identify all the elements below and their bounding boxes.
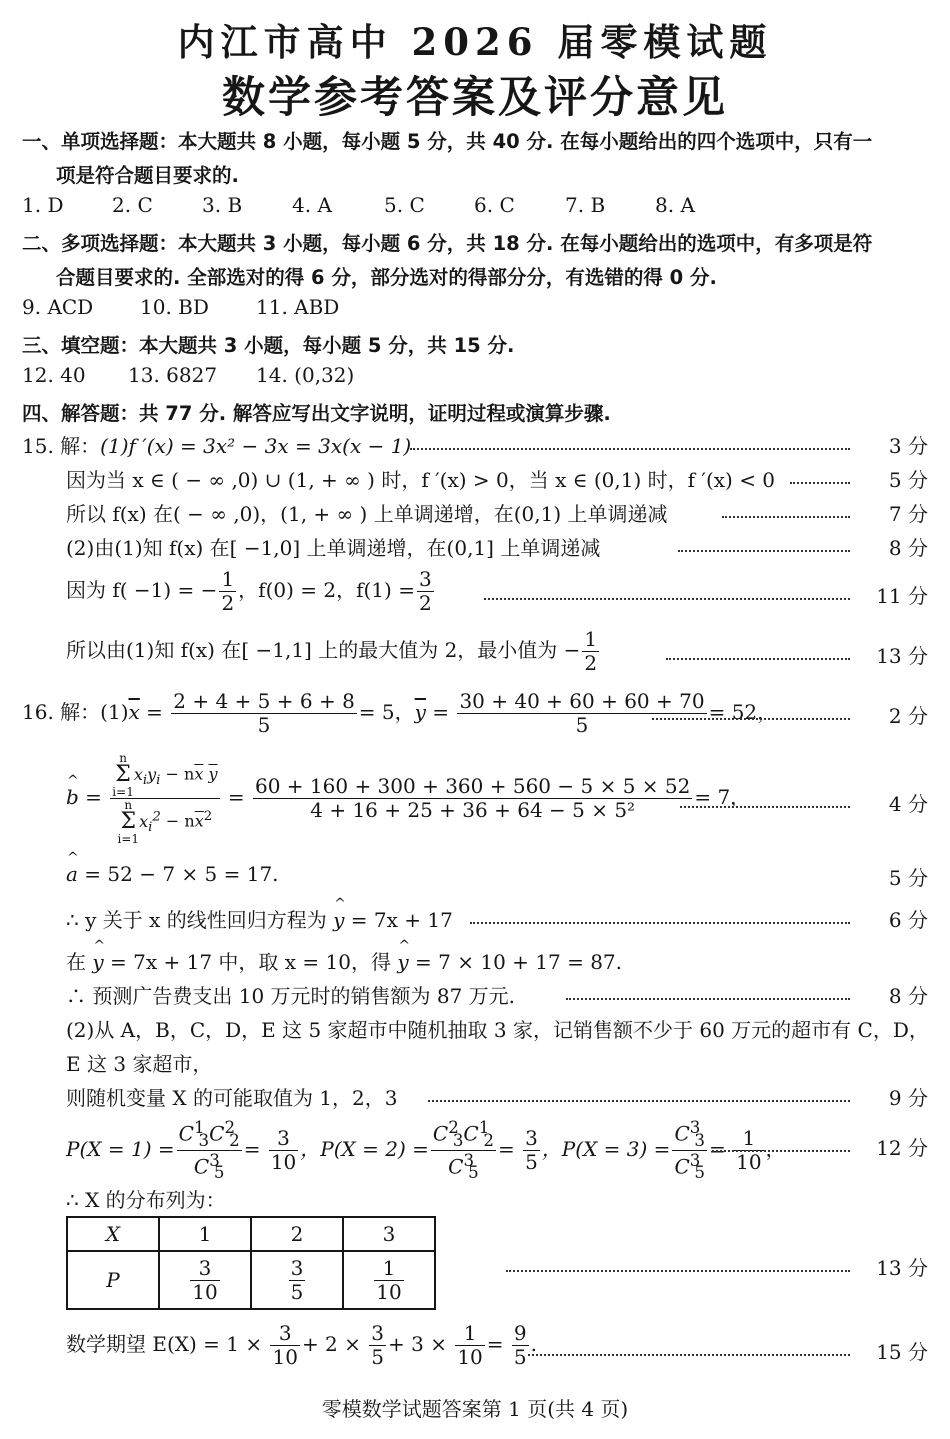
ybar-value: = 52， [708,700,778,724]
leader-dots [666,658,850,660]
xbar-denominator: 5 [257,713,271,737]
score: 5 分 [888,866,928,890]
score: 8 分 [888,536,928,560]
substitute-text: = 7x + 17 中，取 x = 10，得 [110,950,391,974]
score: 11 分 [876,584,928,608]
a-value: = 52 − 7 × 5 = 17. [84,862,279,886]
table-cell [343,1251,435,1309]
answer-8: 8. A [655,193,695,217]
frac-den: 10 [192,1279,218,1304]
exp-term3: + 3 × [388,1332,447,1356]
part4-heading: 四、解答题：共 77 分. 解答应写出文字说明，证明过程或演算步骤. [22,402,611,425]
q16-line1: 16. 解：$(1)\overline{x}$ = $\frac{2 + 4 + 5 + 6 + 8}{5}$ = 5，$\overline{y}$ = $\frac{30 + 40 + 60 + 60 + 70}{5}$ = 52， [22,689,778,737]
xbar-value: = 5， [358,700,415,724]
answer-4: 4. A [292,193,332,217]
table-cell: X [67,1217,159,1251]
q16-b-hat: ^ b = n Σ $i=1x_iy_i - n\overline{x}$ $\overline{y}$ n Σ $i=1x_i^2 - n\overline{x}^2$ = $\frac{60 + 160 + 300 + 360 + 560 - 5 \times 5 \times 52}{\text{4 + 16 + 25 + 36 + 64 − 5 × 5²}}$ = 7， [66,752,750,845]
table-cell: 3 [343,1217,435,1251]
frac-num: 3 [290,1255,304,1280]
document-title: 内江市高中 2026 届零模试题 [177,20,773,64]
q16-prediction: ∴ 预测广告费支出 10 万元时的销售额为 87 万元. [66,984,516,1008]
frac-den: 10 [376,1279,402,1304]
document-subtitle: 数学参考答案及评分意见 [222,73,728,123]
q15-line6: 所以由(1)知 f(x) 在[ −1,1] 上的最大值为 2，最小值为 − $\frac{1}{2}$ [66,627,598,675]
ybar-numerator: 30 + 40 + 60 + 60 + 70 [459,689,705,713]
table-cell: P [67,1251,159,1309]
table-row [67,1217,435,1251]
p-x1: P(X = 1) = [66,1136,175,1161]
part1-heading: 一、单项选择题：本大题共 8 小题，每小题 5 分，共 40 分. 在每小题给出的四个选项中，只有一 [22,130,873,153]
leader-dots [484,598,850,600]
q15-line1 [22,430,411,459]
q16-dist-label: ∴ X 的分布列为： [66,1188,226,1212]
answer-9: 9. ACD [22,295,94,319]
leader-dots [506,1270,850,1272]
b-numerator: 60 + 160 + 300 + 360 + 560 − 5 × 5 × 52 [254,774,691,798]
score: 9 分 [888,1086,928,1110]
leader-dots [722,516,850,518]
regression-equation: = 7x + 17 [350,908,453,932]
q15-f0-f1: ，f(0) = 2，f(1) = [238,578,415,602]
table-cell [251,1251,343,1309]
q15-label: 15. 解： [22,434,101,458]
substitute-in: 在 [66,950,86,974]
q16-probabilities: P(X = 1) = $\frac{C^1_3C^2_2}{C^3_5}$ = $\frac{3}{10}$ ，P(X = 2) = $\frac{C^2_3C^1_2}{C^3_5}$ = $\frac{3}{5}$ ，P(X = 3) = $\frac{C^3_3}{C^3_5}$ = $\frac{1}{10}$ ， [66,1118,786,1183]
answer-11: 11. ABD [256,295,340,319]
leader-dots [528,1354,850,1356]
leader-dots [680,806,850,808]
leader-dots [470,922,850,924]
part2-heading: 二、多项选择题：本大题共 3 小题，每小题 6 分，共 18 分. 在每小题给出的选项中，有多项是符 [22,232,873,255]
part1-heading-cont: 项是符合题目要求的. [56,164,239,187]
leader-dots [652,718,850,720]
q16-label: 16. 解： [22,700,101,724]
score: 7 分 [888,502,928,526]
table-cell [159,1251,251,1309]
leader-dots [712,1150,850,1152]
q15-line2: 因为当 x ∈ ( − ∞ ,0) ∪ (1, + ∞ ) 时，f ′(x) > 0，当 x ∈ (0,1) 时，f ′(x) < 0 [66,468,776,492]
answer-3: 3. B [202,193,243,217]
frac-den: 5 [290,1279,304,1304]
score: 12 分 [876,1136,928,1160]
part2-heading-cont: 合题目要求的. 全部选对的得 6 分，部分选对的得部分分，有选错的得 0 分. [56,266,717,289]
answer-14: 14. (0,32) [256,363,355,387]
score: 15 分 [876,1340,928,1364]
part3-heading: 三、填空题：本大题共 3 小题，每小题 5 分，共 15 分. [22,334,515,357]
p-x3: ，P(X = 3) = [541,1136,671,1161]
frac-num: 1 [374,1257,403,1281]
score: 13 分 [876,644,928,668]
score: 3 分 [888,434,928,458]
answer-5: 5. C [384,193,425,217]
q15-line4: (2)由(1)知 f(x) 在[ −1,0] 上单调递增，在(0,1] 上单调递减 [66,536,601,560]
q15-max-min: 所以由(1)知 f(x) 在[ −1,1] 上的最大值为 2，最小值为 − [66,638,581,662]
table-row [67,1251,435,1309]
regression-text: ∴ y 关于 x 的线性回归方程为 [66,908,327,932]
score: 2 分 [888,704,928,728]
part1-answers [22,193,725,217]
page-footer: 零模数学试题答案第 1 页(共 4 页) [321,1397,629,1421]
table-cell: 2 [251,1217,343,1251]
q16-part2-cont: E 这 3 家超市， [66,1052,213,1076]
b-value: = 7， [694,785,751,809]
score: 13 分 [876,1256,928,1280]
frac-num: 3 [190,1257,219,1281]
leader-dots [566,998,850,1000]
q16-part1: (1) [100,700,129,724]
b-denominator: 4 + 16 + 25 + 36 + 64 − 5 × 5² [310,798,636,822]
leader-dots [790,482,850,484]
table-cell: 1 [159,1217,251,1251]
exp-term2: + 2 × [301,1332,361,1356]
part3-answers [22,363,396,387]
q16-substitute: 在 ^ y = 7x + 17 中，取 x = 10，得 ^ y = 7 × 10 + 17 = 87. [66,946,622,975]
distribution-table [66,1216,436,1310]
answer-10: 10. BD [140,295,209,319]
q16-a-hat: ^ a = 52 − 7 × 5 = 17. [66,862,279,886]
expectation-text: 数学期望 E(X) = 1 × [66,1332,263,1356]
answer-13: 13. 6827 [128,363,218,387]
leader-dots [410,448,850,450]
q16-values: 则随机变量 X 的可能取值为 1，2，3 [66,1086,398,1110]
q15-line5: 因为 f( −1) = − $\frac{1}{2}$ ，f(0) = 2，f(1) = $\frac{3}{2}$ [66,567,432,615]
q16-regression: ∴ y 关于 x 的线性回归方程为 ^ y = 7x + 17 [66,904,453,933]
xbar-numerator: 2 + 4 + 5 + 6 + 8 [173,689,355,713]
answer-2: 2. C [112,193,153,217]
substitute-result: = 7 × 10 + 17 = 87. [415,950,622,974]
part2-answers [22,295,366,319]
leader-dots [678,550,850,552]
answer-7: 7. B [565,193,606,217]
q15-f-minus1: 因为 f( −1) = − [66,578,218,602]
q16-expectation: 数学期望 E(X) = 1 × $\frac{3}{10}$ + 2 × $\frac{3}{5}$ + 3 × $\frac{1}{10}$ = $\frac{9}{5}$ . [66,1321,537,1369]
leader-dots [428,1100,850,1102]
answer-6: 6. C [474,193,515,217]
score: 6 分 [888,908,928,932]
q16-part2: (2)从 A，B，C，D，E 这 5 家超市中随机抽取 3 家，记销售额不少于 60 万元的超市有 C，D， [66,1018,929,1042]
score: 8 分 [888,984,928,1008]
score: 4 分 [888,792,928,816]
ybar-denominator: 5 [575,713,589,737]
exp-equals: = [486,1332,504,1356]
score: 5 分 [888,468,928,492]
q15-line3: 所以 f(x) 在( − ∞ ,0)，(1, + ∞ ) 上单调递增，在(0,1) 上单调递减 [66,502,668,526]
answer-1: 1. D [22,193,64,217]
q15-derivative: (1)f ′(x) = 3x² − 3x = 3x(x − 1) [100,434,412,458]
p-x2: ，P(X = 2) = [300,1136,429,1161]
answer-12: 12. 40 [22,363,86,387]
